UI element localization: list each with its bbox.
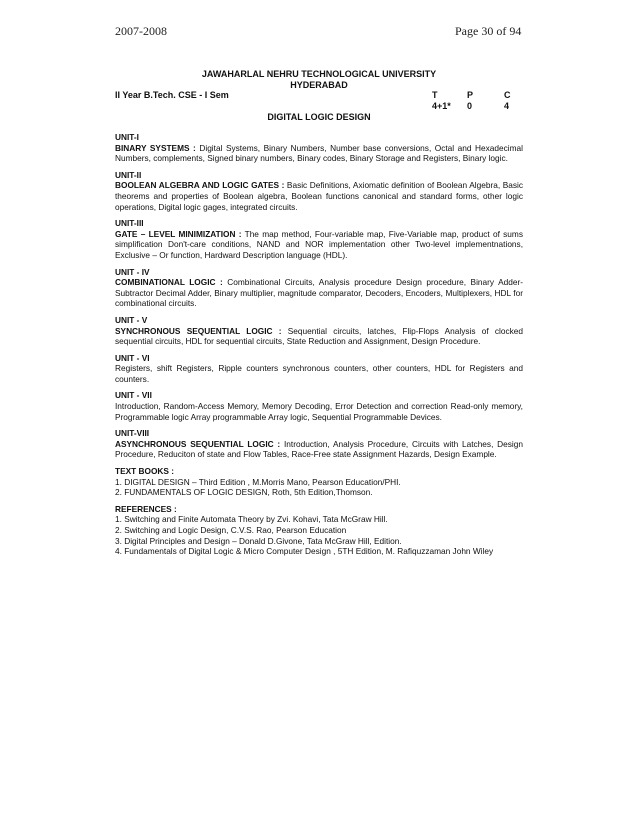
unit-heading: UNIT - IV [115, 266, 150, 277]
p-label: P [467, 90, 474, 100]
unit-body [115, 277, 523, 309]
c-label: C [504, 90, 511, 100]
reference-item: 2. Switching and Logic Design, C.V.S. Rao, Pearson Education [115, 525, 347, 535]
year-semester: II Year B.Tech. CSE - I Sem [115, 90, 229, 100]
unit-body [115, 363, 523, 384]
t-label: T [432, 90, 438, 100]
textbook-item: 1. DIGITAL DESIGN – Third Edition , M.Morris Mano, Pearson Education/PHI. [115, 476, 401, 487]
unit-topic: GATE – LEVEL MINIMIZATION : [115, 228, 242, 239]
unit-8 [115, 428, 523, 460]
references-title: REFERENCES : [115, 503, 177, 514]
unit-2 [115, 170, 523, 212]
unit-heading: UNIT-III [115, 218, 144, 229]
unit-text: The map method, Four-variable map, Five-Variable map, product of sums simplification Don't-care conditions, NAND and NOR implementation other Two-level implementnations, Exclusive – Or function, Hardward Description language (HDL). [115, 228, 523, 260]
reference-item: 4. Fundamentals of Digital Logic & Micro Computer Design , 5TH Edition, M. Rafiquzzaman John Wiley [115, 546, 494, 557]
unit-topic: SYNCHRONOUS SEQUENTIAL LOGIC : [115, 325, 282, 336]
unit-heading: UNIT-I [115, 132, 139, 142]
unit-text: Sequential circuits, latches, Flip-Flops Analysis of clocked sequential circuits, HDL for sequential circuits, State Reduction and Assignment, Design Procedure. [115, 325, 523, 347]
unit-4 [115, 267, 523, 309]
p-value: 0 [467, 101, 473, 111]
unit-body [115, 401, 523, 422]
unit-3 [115, 218, 523, 260]
unit-text: Introduction, Random-Access Memory, Memory Decoding, Error Detection and correction Read-only memory, Programmable logic Array programmable Array logic, Sequential Programmable Devices. [115, 401, 523, 422]
c-value: 4 [504, 101, 510, 111]
page-number: Page 30 of 94 [455, 24, 522, 38]
university-city: HYDERABAD [290, 80, 348, 90]
unit-topic: BINARY SYSTEMS : [115, 142, 196, 153]
unit-heading: UNIT-VIII [115, 428, 150, 439]
unit-topic: COMBINATIONAL LOGIC : [115, 277, 223, 288]
university-name: JAWAHARLAL NEHRU TECHNOLOGICAL UNIVERSITY [201, 69, 437, 79]
unit-7 [115, 390, 523, 422]
references-section [115, 504, 523, 557]
unit-heading: UNIT - VII [115, 390, 152, 401]
t-value: 4+1* [432, 101, 451, 111]
unit-text: Registers, shift Registers, Ripple counters synchronous counters, other counters, HDL for Registers and counters. [115, 363, 523, 384]
textbook-item: 2. FUNDAMENTALS OF LOGIC DESIGN, Roth, 5th Edition,Thomson. [115, 487, 373, 498]
unit-body [115, 229, 523, 261]
unit-body [115, 180, 523, 212]
university-title [115, 69, 523, 91]
reference-item: 1. Switching and Finite Automata Theory by Zvi. Kohavi, Tata McGraw Hill. [115, 514, 388, 525]
unit-heading: UNIT-II [115, 169, 142, 180]
unit-text: Introduction, Analysis Procedure, Circuits with Latches, Design Procedure, Reduciton of state and Flow Tables, Race-Free state Assignment Hazards, Design Example. [115, 438, 523, 460]
unit-body [115, 439, 523, 460]
course-title: DIGITAL LOGIC DESIGN [267, 112, 371, 122]
unit-5 [115, 315, 523, 347]
unit-text: Combinational Circuits, Analysis procedure Design procedure, Binary Adder-Subtractor Decimal Adder, Binary multiplier, magnitude comparator, Decoders, Encoders, Multiplexers, HDL for combinational circuits. [115, 277, 523, 309]
unit-body [115, 143, 523, 164]
reference-item: 3. Digital Principles and Design – Donald D.Givone, Tata McGraw Hill, Edition. [115, 535, 402, 546]
syllabus-content [115, 132, 523, 563]
unit-text: Basic Definitions, Axiomatic definition of Boolean Algebra, Basic theorems and properties of Boolean algebra, Boolean functions canonical and standard forms, other logic operations, Digital logic gages, integrated circuits. [115, 180, 523, 212]
textbooks-section [115, 466, 523, 498]
unit-topic: ASYNCHRONOUS SEQUENTIAL LOGIC : [115, 438, 281, 449]
unit-body [115, 326, 523, 347]
textbooks-title: TEXT BOOKS : [115, 466, 175, 477]
unit-heading: UNIT - V [115, 314, 148, 325]
unit-1 [115, 132, 523, 164]
unit-topic: BOOLEAN ALGEBRA AND LOGIC GATES : [115, 180, 285, 191]
unit-heading: UNIT - VI [115, 352, 150, 363]
unit-text: Digital Systems, Binary Numbers, Number base conversions, Octal and Hexadecimal Numbers, complements, Signed binary numbers, Binary codes, Binary Storage and Registers, Binary logic. [115, 142, 524, 164]
page-header-year: 2007-2008 [115, 24, 167, 38]
unit-6 [115, 353, 523, 385]
